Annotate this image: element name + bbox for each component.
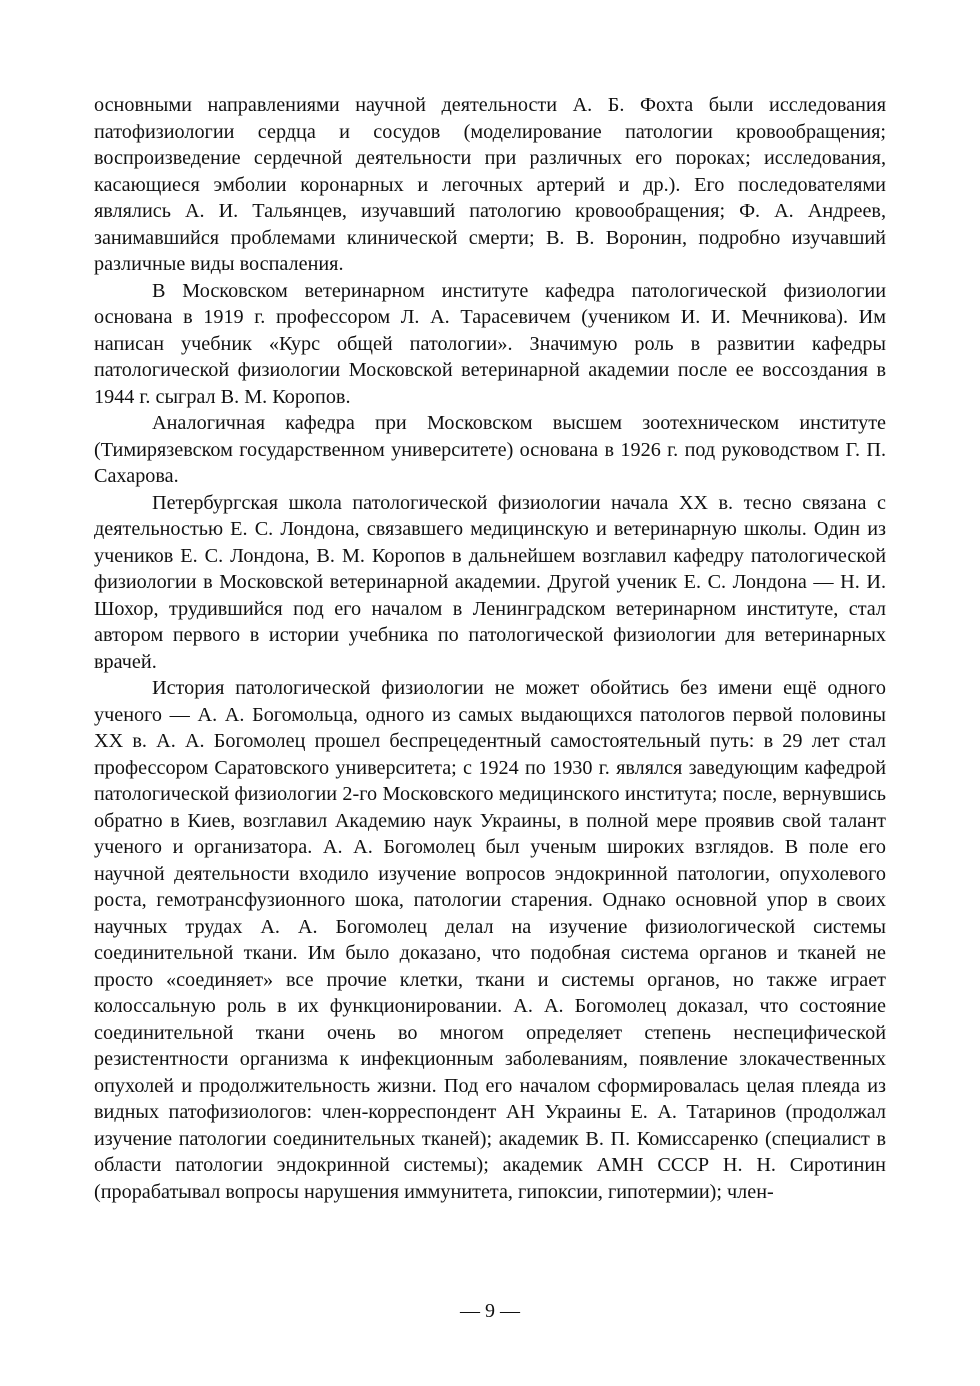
page-body [94,92,886,1205]
paragraph-5: История патологической физиологии не может обойтись без имени ещё одного ученого — А. А. Богомольца, одного из самых выдающихся патологов первой половины XX в. А. А. Богомолец прошел беспрецедентный самостоятельный путь: в 29 лет стал профессором Саратовского университета; с 1924 по 1930 г. являлся заведующим кафедрой патологической физиологии 2-го Московского медицинского института; после, вернувшись обратно в Киев, возглавил Академию наук Украины, в полной мере проявив свой талант ученого и организатора. А. А. Богомолец был ученым широких взглядов. В поле его научной деятельности входило изучение вопросов эндокринной патологии, опухолевого роста, гемотрансфузионного шока, патологии старения. Однако основной упор в своих научных трудах А. А. Богомолец делал на изучение физиологической системы соединительной ткани. Им было доказано, что подобная система органов и тканей не просто «соединяет» все прочие клетки, ткани и системы органов, но также играет колоссальную роль в их функционировании. А. А. Богомолец доказал, что состояние соединительной ткани очень во многом определяет степень неспецифической резистентности организма к инфекционным заболеваниям, появление злокачественных опухолей и продолжительность жизни. Под его началом сформировалась целая плеяда из видных патофизиологов: член-корреспондент АН Украины Е. А. Татаринов (продолжал изучение патологии соединительных тканей); академик В. П. Комиссаренко (специалист в области патологии эндокринной системы); академик АМН СССР Н. Н. Сиротинин (прорабатывал вопросы нарушения иммунитета, гипоксии, гипотермии); член- [94,677,886,1203]
paragraph-2: В Московском ветеринарном институте кафедра патологической физиологии основана в 1919 г. профессором Л. А. Тарасевичем (учеником И. И. Мечникова). Им написан учебник «Курс общей патологии». Значимую роль в развитии кафедры патологической физиологии Московской ветеринарной академии после ее воссоздания в 1944 г. сыграл В. М. Коропов. [94,279,886,408]
paragraph-1: основными направлениями научной деятельности А. Б. Фохта были исследования патофизиологии сердца и сосудов (моделирование патологии кровообращения; воспроизведение сердечной деятельности при различных его пороках; исследования, касающиеся эмболии коронарных и легочных артерий и др.). Его последователями являлись А. И. Тальянцев, изучавший патологию кровообращения; Ф. А. Андреев, занимавшийся проблемами клинической смерти; В. В. Воронин, подробно изучавший различные виды воспаления. [94,94,886,275]
page-number: — 9 — [460,1300,520,1322]
paragraph-3: Аналогичная кафедра при Московском высшем зоотехническом институте (Тимирязевском государственном университете) основана в 1926 г. под руководством Г. П. Сахарова. [94,412,886,487]
paragraph-4: Петербургская школа патологической физиологии начала XX в. тесно связана с деятельностью Е. С. Лондона, связавшего медицинскую и ветеринарную школы. Один из учеников Е. С. Лондона, В. М. Коропов в дальнейшем возглавил кафедру патологической физиологии в Московской ветеринарной академии. Другой ученик Е. С. Лондона — Н. И. Шохор, трудившийся под его началом в Ленинградском ветеринарном институте, стал автором первого в истории учебника по патологической физиологии для ветеринарных врачей. [94,491,886,673]
